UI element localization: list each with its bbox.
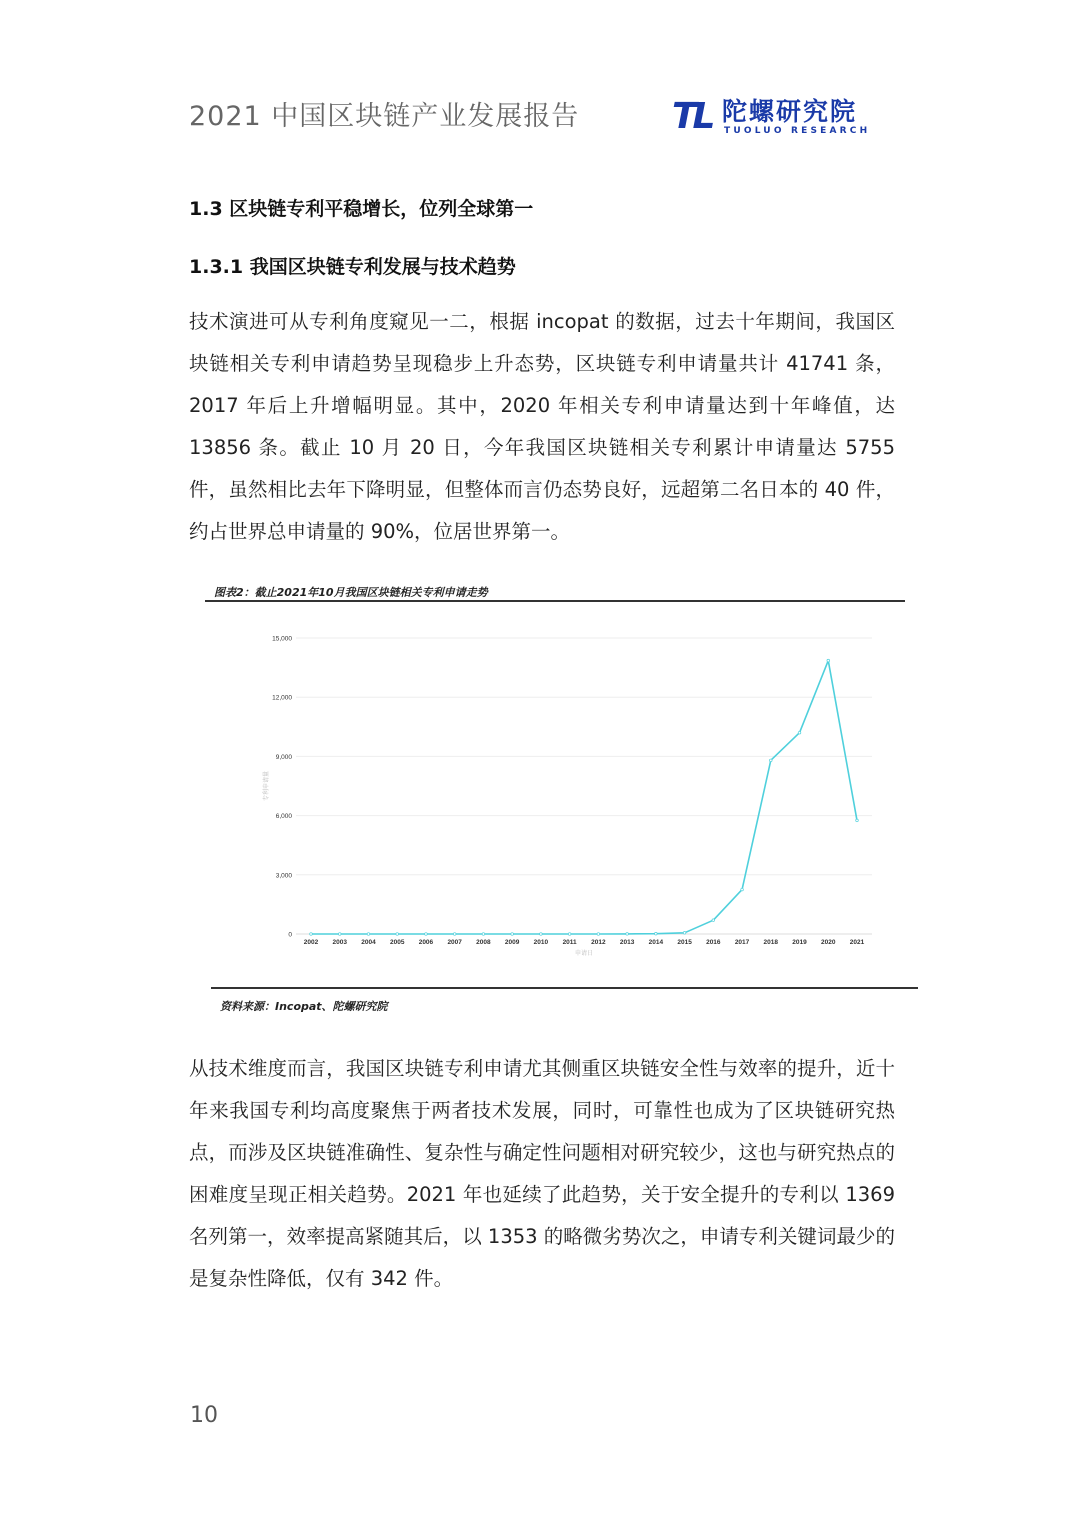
figure-top-rule [205, 600, 905, 602]
x-tick-label: 2008 [476, 939, 491, 946]
x-tick-label: 2018 [763, 939, 779, 946]
data-point-2012 [597, 933, 600, 936]
logo-english-name: TUOLUO RESEARCH [724, 126, 871, 136]
x-tick-label: 2009 [504, 939, 520, 946]
data-point-2011 [568, 933, 571, 936]
x-tick-label: 2014 [648, 939, 664, 946]
x-tick-label: 2021 [849, 939, 865, 946]
paragraph-2: 从技术维度而言，我国区块链专利申请尤其侧重区块链安全性与效率的提升，近十年来我国专利均高度聚焦于两者技术发展，同时，可靠性也成为了区块链研究热点，而涉及区块链准确性、复杂性与确定性问题相对研究较少，这也与研究热点的困难度呈现正相关趋势。2021 年也延续了此趋势，关于安全提升的专利以 1369 名列第一，效率提高紧随其后，以 1353 的略微劣势次之，申请专利关键词最少的是复杂性降低，仅有 342 件。 [189, 1057, 895, 1290]
y-axis-label: 专利申请量 [263, 770, 270, 802]
series-line [311, 661, 857, 934]
y-tick-label: 15,000 [272, 635, 292, 643]
y-tick-label: 12,000 [272, 694, 292, 702]
x-tick-label: 2004 [361, 939, 376, 946]
data-point-2015 [683, 932, 686, 935]
x-tick-label: 2017 [734, 939, 750, 946]
tuoluo-logo [672, 98, 872, 138]
x-tick-label: 2003 [332, 939, 347, 946]
x-tick-label: 2010 [533, 939, 549, 946]
data-point-2009 [511, 933, 514, 936]
data-point-2003 [338, 933, 341, 936]
x-tick-label: 2011 [562, 939, 577, 946]
figure-caption: 图表2：截止2021年10月我国区块链相关专利申请走势 [214, 586, 488, 599]
data-point-2006 [425, 933, 428, 936]
document-title: 2021 中国区块链产业发展报告 [189, 101, 580, 132]
x-tick-label: 2005 [389, 939, 405, 946]
paragraph-1: 技术演进可从专利角度窥见一二，根据 incopat 的数据，过去十年期间，我国区块链相关专利申请趋势呈现稳步上升态势，区块链专利申请量共计 41741 条，2017 年后上升增幅明显。其中，2020 年相关专利申请量达到十年峰值，达 13856 条。截止 10 月 20 日，今年我国区块链相关专利累计申请量达 5755 件，虽然相比去年下降明显，但整体而言仍态势良好，远超第二名日本的 40 件，约占世界总申请量的 90%，位居世界第一。 [189, 310, 895, 543]
data-point-2014 [655, 932, 658, 935]
data-point-2019 [798, 731, 801, 734]
x-axis-label: 申请日 [574, 950, 594, 957]
patent-trend-chart [250, 620, 890, 965]
y-tick-label: 3,000 [275, 872, 292, 880]
x-tick-label: 2016 [706, 939, 721, 946]
x-tick-label: 2020 [821, 939, 836, 946]
data-point-2005 [396, 933, 399, 936]
data-point-2016 [712, 919, 715, 922]
section-heading: 1.3 区块链专利平稳增长，位列全球第一 [189, 198, 534, 220]
x-tick-label: 2019 [792, 939, 807, 946]
data-point-2008 [482, 933, 485, 936]
data-point-2018 [769, 759, 772, 762]
logo-chinese-name: 陀螺研究院 [722, 97, 858, 126]
x-tick-label: 2013 [619, 939, 635, 946]
data-point-2004 [367, 933, 370, 936]
data-point-2013 [626, 933, 629, 936]
figure-source: 资料来源：Incopat、陀螺研究院 [220, 1000, 388, 1013]
data-point-2017 [741, 888, 744, 891]
data-point-2002 [310, 933, 313, 936]
data-point-2020 [827, 659, 830, 662]
section-subheading: 1.3.1 我国区块链专利发展与技术趋势 [189, 256, 516, 278]
data-point-2021 [856, 819, 859, 822]
data-point-2010 [540, 933, 543, 936]
y-tick-label: 6,000 [275, 813, 292, 821]
x-tick-label: 2006 [418, 939, 434, 946]
y-tick-label: 9,000 [275, 753, 292, 761]
x-tick-label: 2007 [447, 939, 462, 946]
logo-mark: TL [672, 96, 712, 137]
data-point-2007 [453, 933, 456, 936]
figure-bottom-rule [211, 987, 918, 989]
y-tick-label: 0 [288, 931, 292, 939]
x-tick-label: 2012 [591, 939, 606, 946]
x-tick-label: 2002 [303, 939, 319, 946]
page-number: 10 [190, 1403, 218, 1428]
x-tick-label: 2015 [677, 939, 692, 946]
